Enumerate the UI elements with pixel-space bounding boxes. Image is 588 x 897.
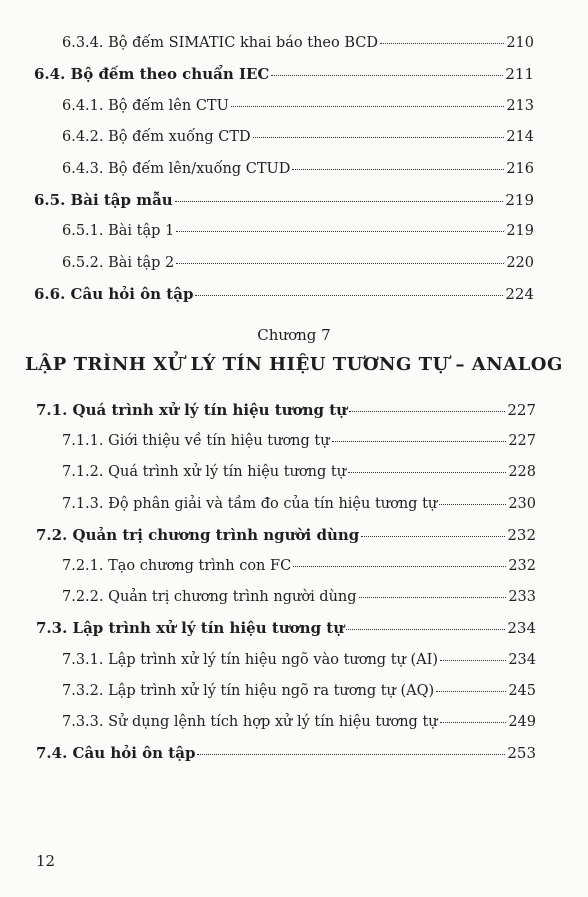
dot-leader [292,169,504,170]
toc-entry-page: 253 [507,744,536,763]
toc-subsection-entry [62,713,536,731]
toc-entry-page: 219 [506,223,534,240]
toc-entry-page: 220 [506,254,534,271]
toc-entry-page: 219 [505,191,534,209]
toc-entry-title: 7.2.1. Tạo chương trình con FC [62,558,292,574]
dot-leader [293,566,506,567]
dot-leader [197,754,505,755]
dot-leader [348,472,506,473]
dot-leader [176,231,504,232]
toc-entry-title: 7.1. Quá trình xử lý tín hiệu tương tự [36,401,348,419]
toc-entry-title: 7.2.2. Quản trị chương trình người dùng [62,589,357,606]
toc-entry-title: 6.6. Câu hỏi ôn tập [34,285,194,304]
toc-subsection-entry [62,682,536,700]
toc-subsection-entry [62,254,534,272]
toc-entry-title: 7.3.3. Sử dụng lệnh tích hợp xử lý tín hiệu tương tự [62,714,438,730]
toc-entry-title: 6.4.2. Bộ đếm xuống CTD [62,129,251,146]
dot-leader [346,629,505,630]
toc-entry-page: 213 [506,97,534,114]
toc-subsection-entry [62,97,534,115]
toc-entry-title: 7.4. Câu hỏi ôn tập [36,744,196,763]
toc-subsection-entry [62,432,536,450]
toc-entry-title: 7.1.1. Giới thiệu về tín hiệu tương tự [62,433,330,450]
toc-entry-page: 224 [505,285,534,304]
toc-subsection-entry [62,651,536,669]
toc-entry-page: 234 [508,651,536,668]
toc-section-entry [36,526,536,544]
toc-entry-title: 6.5.2. Bài tập 2 [62,254,175,271]
toc-entry-page: 211 [505,65,534,84]
toc-entry-title: 6.5. Bài tập mẫu [34,191,173,209]
toc-entry-title: 6.4.1. Bộ đếm lên CTU [62,97,229,114]
toc-entry-title: 6.4.3. Bộ đếm lên/xuống CTUD [62,160,291,177]
dot-leader [176,263,504,264]
toc-entry-page: 227 [508,433,536,450]
toc-entry-title: 7.1.2. Quá trình xử lý tín hiệu tương tự [62,464,347,481]
dot-leader [440,722,507,723]
toc-entry-title: 6.4. Bộ đếm theo chuẩn IEC [34,65,270,84]
toc-entry-title: 7.3. Lập trình xử lý tín hiệu tương tự [36,619,345,638]
toc-entry-page: 214 [506,129,534,146]
toc-entry-page: 227 [507,401,536,419]
toc-entry-title: 6.5.1. Bài tập 1 [62,223,175,240]
dot-leader [195,295,503,296]
toc-subsection-entry [62,128,534,146]
chapter-title: LẬP TRÌNH XỬ LÝ TÍN HIỆU TƯƠNG TỰ – ANALOG [25,354,563,375]
toc-section-entry [36,619,536,637]
toc-section-entry [36,744,536,762]
dot-leader [349,411,505,412]
chapter-label: Chương 7 [257,326,331,344]
toc-section-entry [36,401,536,419]
toc-entry-title: 7.2. Quản trị chương trình người dùng [36,525,360,544]
dot-leader [359,597,507,598]
toc-subsection-entry [62,495,536,513]
toc-section-entry [34,191,534,209]
toc-section-entry [34,285,534,303]
toc-subsection-entry [62,463,536,481]
dot-leader [231,106,504,107]
toc-entry-page: 216 [506,160,534,177]
toc-entry-title: 7.3.2. Lập trình xử lý tín hiệu ngõ ra tương tự (AQ) [62,682,435,699]
dot-leader [175,201,504,202]
dot-leader [332,441,507,442]
toc-entry-page: 233 [508,589,536,606]
toc-entry-page: 232 [508,558,536,574]
dot-leader [253,137,505,138]
dot-leader [439,504,506,505]
toc-entry-page: 230 [508,495,536,512]
toc-entry-title: 6.3.4. Bộ đếm SIMATIC khai báo theo BCD [62,35,378,51]
toc-subsection-entry [62,557,536,575]
dot-leader [361,536,505,537]
toc-entry-page: 249 [508,714,536,730]
dot-leader [271,75,503,76]
toc-entry-title: 7.1.3. Độ phân giải và tầm đo của tín hiệu tương tự [62,495,438,512]
toc-subsection-entry [62,588,536,606]
toc-subsection-entry [62,222,534,240]
toc-subsection-entry [62,160,534,178]
page-number: 12 [36,852,56,870]
toc-entry-page: 234 [507,619,536,638]
dot-leader [380,43,504,44]
toc-entry-title: 7.3.1. Lập trình xử lý tín hiệu ngõ vào tương tự (AI) [62,651,438,668]
toc-subsection-entry [62,34,534,52]
toc-entry-page: 210 [506,35,534,51]
toc-entry-page: 228 [508,464,536,481]
toc-entry-page: 232 [507,525,536,544]
toc-entry-page: 245 [508,682,536,699]
dot-leader [436,691,506,692]
dot-leader [440,660,506,661]
toc-section-entry [34,65,534,83]
